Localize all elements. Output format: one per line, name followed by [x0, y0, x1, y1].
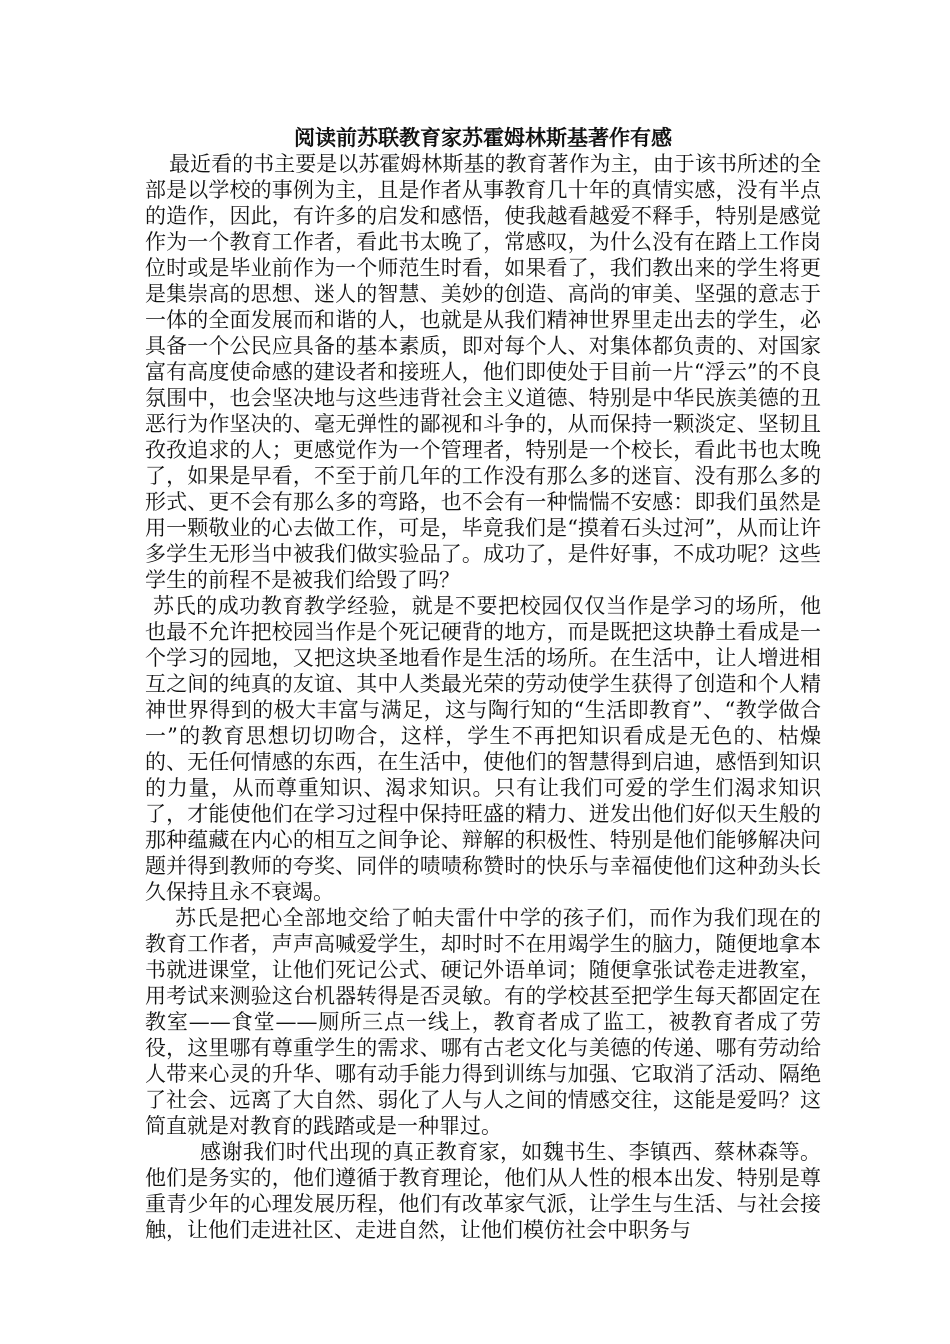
paragraph-3: 苏氏是把心全部地交给了帕夫雷什中学的孩子们，而作为我们现在的教育工作者，声声高喊爱学生，却时时不在用竭学生的脑力，随便地拿本书就进课堂，让他们死记公式、硬记外语单词；随便拿张试卷走进教室，用考试来测验这台机器转得是否灵敏。有的学校甚至把学生每天都固定在教室——食堂——厕所三点一线上，教育者成了监工，被教育者成了劳役，这里哪有尊重学生的需求、哪有古老文化与美德的传递、哪有劳动给人带来心灵的升华、哪有动手能力得到训练与加强、它取消了活动、隔绝了社会、远离了大自然、弱化了人与人之间的情感交往，这能是爱吗？这简直就是对教育的践踏或是一种罪过。 [145, 906, 821, 1138]
document-title: 阅读前苏联教育家苏霍姆林斯基著作有感 [294, 125, 672, 150]
document-body [145, 125, 821, 1243]
paragraph-1: 最近看的书主要是以苏霍姆林斯基的教育著作为主，由于该书所述的全部是以学校的事例为主，且是作者从事教育几十年的真情实感，没有半点的造作，因此，有许多的启发和感悟，使我越看越爱不释手，特别是感觉作为一个教育工作者，看此书太晚了，常感叹，为什么没有在踏上工作岗位时或是毕业前作为一个师范生时看，如果看了，我们教出来的学生将更是集崇高的思想、迷人的智慧、美妙的创造、高尚的审美、坚强的意志于一体的全面发展而和谐的人，也就是从我们精神世界里走出去的学生，必具备一个公民应具备的基本素质，即对每个人、对集体都负责的、对国家富有高度使命感的建设者和接班人，他们即使处于目前一片“浮云”的不良氛围中，也会坚决地与这些违背社会主义道德、特别是中华民族美德的丑恶行为作坚决的、毫无弹性的鄙视和斗争的，从而保持一颗淡定、坚韧且孜孜追求的人；更感觉作为一个管理者，特别是一个校长，看此书也太晚了，如果是早看，不至于前几年的工作没有那么多的迷盲、没有那么多的形式、更不会有那么多的弯路，也不会有一种惴惴不安感：即我们虽然是用一颗敬业的心去做工作，可是，毕竟我们是“摸着石头过河”，从而让许多学生无形当中被我们做实验品了。成功了，是件好事，不成功呢？这些学生的前程不是被我们给毁了吗？ [145, 152, 821, 592]
paragraph-2: 苏氏的成功教育教学经验，就是不要把校园仅仅当作是学习的场所，他也最不允许把校园当作是个死记硬背的地方，而是既把这块静土看成是一个学习的园地，又把这块圣地看作是生活的场所。在生活中，让人增进相互之间的纯真的友谊、其中人类最光荣的劳动使学生获得了创造和个人精神世界得到的极大丰富与满足，这与陶行知的“生活即教育”、“教学做合一”的教育思想切切吻合，这样，学生不再把知识看成是无色的、枯燥的、无任何情感的东西，在生活中，使他们的智慧得到启迪，感悟到知识的力量，从而尊重知识、渴求知识。只有让我们可爱的学生们渴求知识了，才能使他们在学习过程中保持旺盛的精力、迸发出他们好似天生般的那种蕴藏在内心的相互之间争论、辩解的积极性、特别是他们能够解决问题并得到教师的夸奖、同伴的啧啧称赞时的快乐与幸福使他们这种劲头长久保持且永不衰竭。 [145, 594, 821, 904]
paragraph-4: 感谢我们时代出现的真正教育家，如魏书生、李镇西、蔡林森等。他们是务实的，他们遵循于教育理论，他们从人性的根本出发、特别是尊重青少年的心理发展历程，他们有改革家气派，让学生与生活、与社会接触，让他们走进社区、走进自然，让他们模仿社会中职务与 [145, 1140, 821, 1242]
